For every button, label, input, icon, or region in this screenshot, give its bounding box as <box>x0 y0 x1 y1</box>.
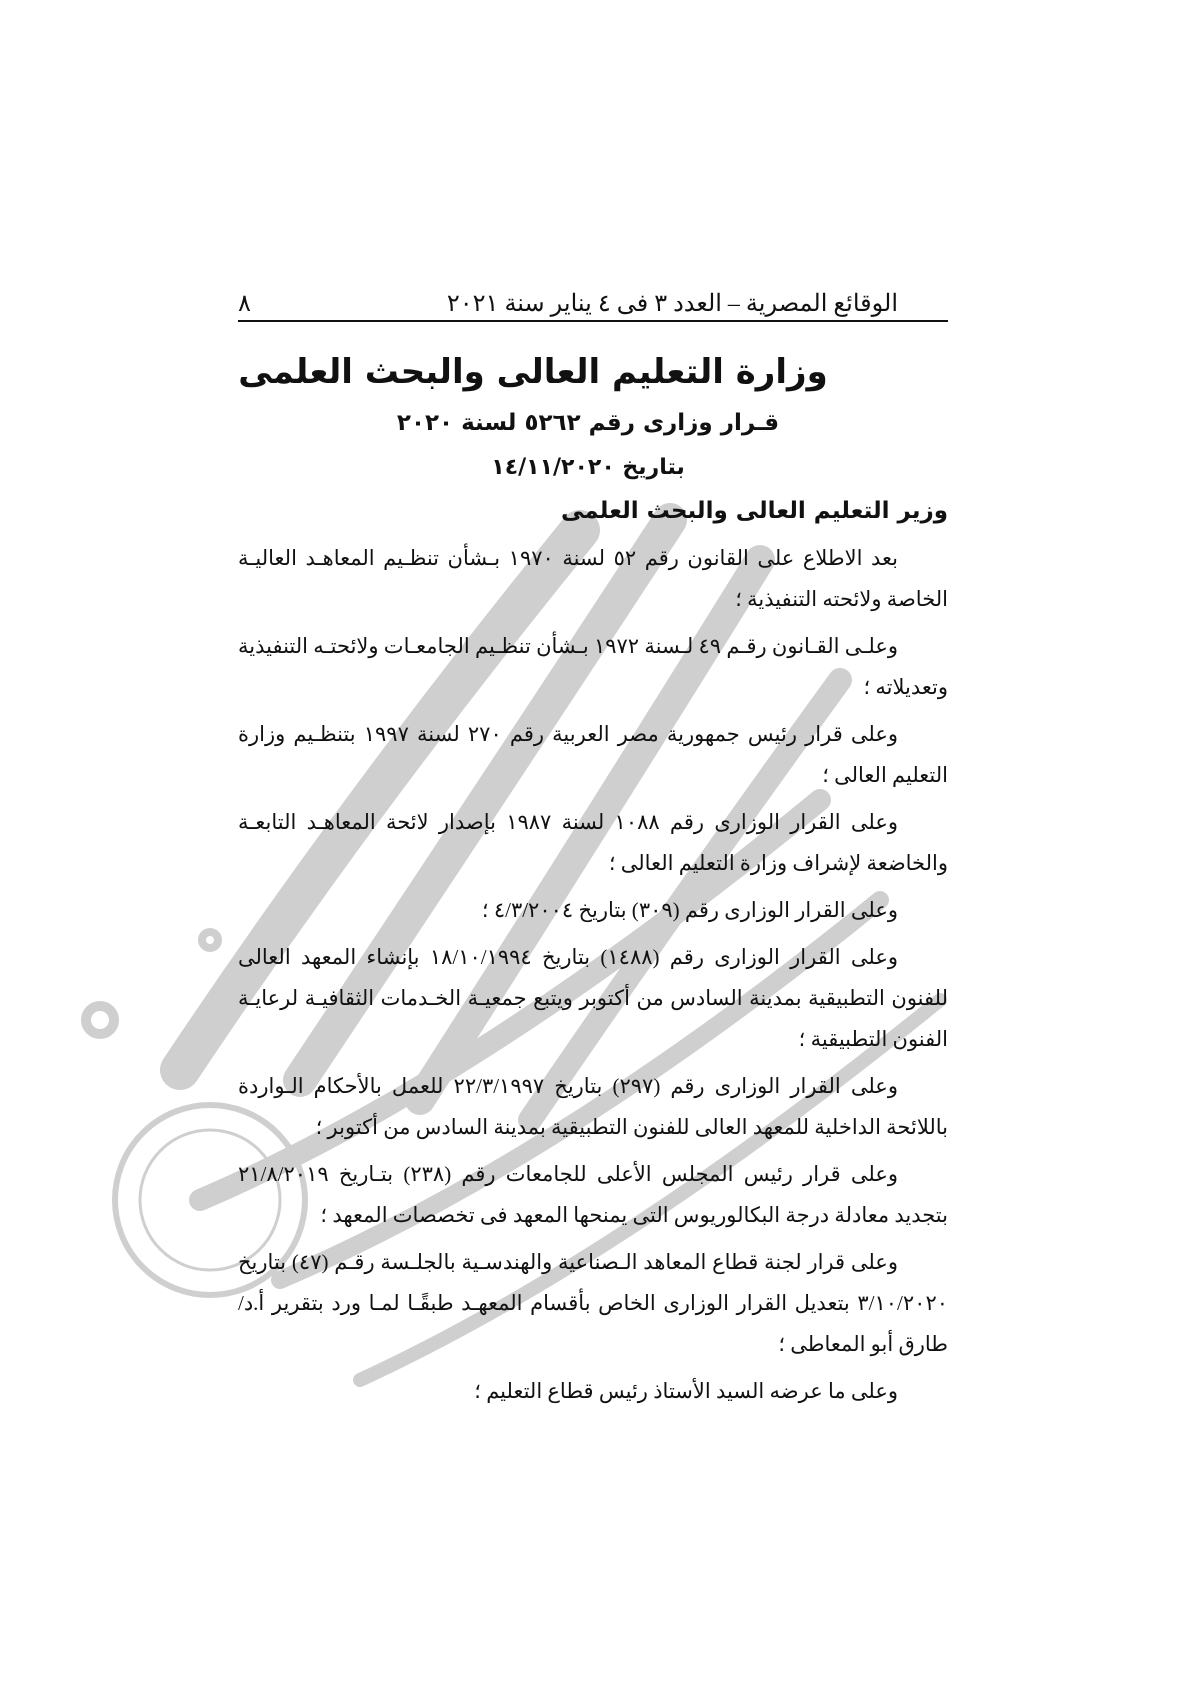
decree-title: قـرار وزارى رقم ٥٢٦٢ لسنة ٢٠٢٠ <box>396 410 780 436</box>
page-number: ٨ <box>238 291 251 317</box>
paragraph: وعلى ما عرضه السيد الأستاذ رئيس قطاع التعليم ؛ <box>474 1379 898 1403</box>
paragraph: وعلى قرار رئيس المجلس الأعلى للجامعات رقم (٢٣٨) بتـاريخ ٢١/٨/٢٠١٩ بتجديد معادلة درجة البكالوريوس التى يمنحها المعهد فى تخصصات المعهد ؛ <box>238 1162 948 1227</box>
decree-body <box>238 538 948 1418</box>
paragraph: وعلى قرار رئيس جمهورية مصر العربية رقم ٢٧٠ لسنة ١٩٩٧ بتنظـيم وزارة التعليم العالى ؛ <box>238 722 948 787</box>
gazette-header <box>238 268 948 318</box>
paragraph: وعلى القرار الوزارى رقم (٢٩٧) بتاريخ ٢٢/٣/١٩٩٧ للعمل بالأحكام الـواردة باللائحة الداخلية للمعهد العالى للفنون التطبيقية بمدينة السادس من أكتوبر ؛ <box>238 1074 948 1139</box>
paragraph: وعلى القرار الوزارى رقم (٣٠٩) بتاريخ ٤/٣/٢٠٠٤ ؛ <box>481 898 898 922</box>
paragraph: وعلى قرار لجنة قطاع المعاهد الـصناعية والهندسـية بالجلـسة رقـم (٤٧) بتاريخ ٣/١٠/٢٠٢٠ بتعديل القرار الوزارى الخاص بأقسام المعهـد طبقًـا لمـا ورد بتقرير أ.د/ طارق أبو المعاطى ؛ <box>238 1250 948 1356</box>
header-rule <box>238 320 948 322</box>
paragraph: وعلى القرار الوزارى رقم (١٤٨٨) بتاريخ ١٨/١٠/١٩٩٤ بإنشاء المعهد العالى للفنون التطبيقية بمدينة السادس من أكتوبر ويتبع جمعيـة الخـدمات الثقافيـة لرعايـة الفنون التطبيقية ؛ <box>238 945 948 1051</box>
ministry-title: وزارة التعليم العالى والبحث العلمى <box>238 352 828 392</box>
paragraph: وعلـى القـانون رقـم ٤٩ لـسنة ١٩٧٢ بـشأن تنظـيم الجامعـات ولائحتـه التنفيذية وتعديلاته ؛ <box>238 634 948 699</box>
minister-heading: وزير التعليم العالى والبحث العلمى <box>561 498 948 524</box>
gazette-title: الوقائع المصرية – العدد ٣ فى ٤ يناير سنة ٢٠٢١ <box>446 291 898 317</box>
paragraph: وعلى القرار الوزارى رقم ١٠٨٨ لسنة ١٩٨٧ بإصدار لائحة المعاهـد التابعـة والخاضعة لإشراف وزارة التعليم العالى ؛ <box>238 810 948 875</box>
paragraph: بعد الاطلاع على القانون رقم ٥٢ لسنة ١٩٧٠ بـشأن تنظـيم المعاهـد العاليـة الخاصة ولائحته التنفيذية ؛ <box>238 546 948 611</box>
decree-date: بتاريخ ١٤/١١/٢٠٢٠ <box>491 455 685 480</box>
